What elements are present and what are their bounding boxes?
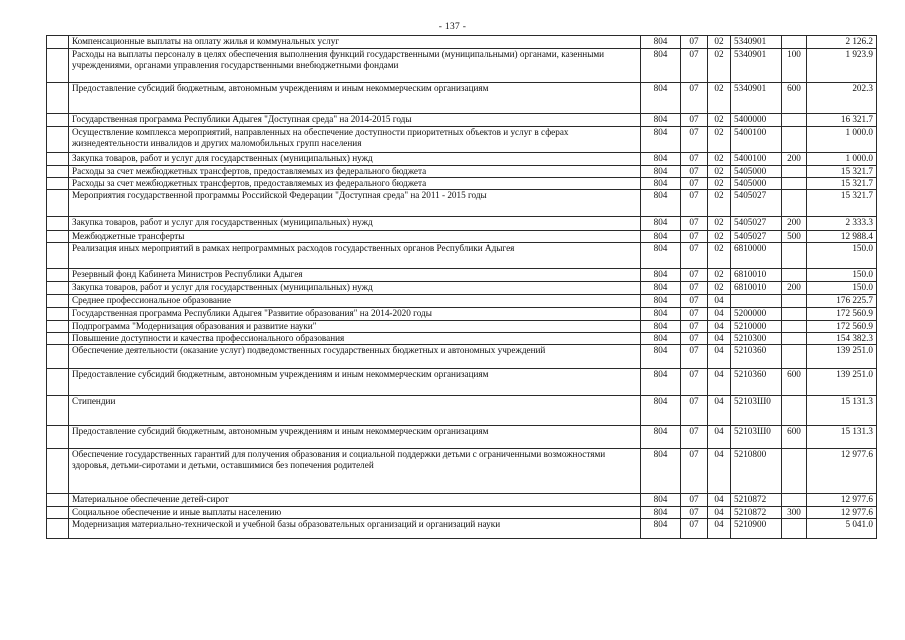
- table-row: [47, 519, 877, 539]
- cell-pr: 02: [708, 49, 731, 83]
- row-marker: [47, 396, 69, 426]
- cell-name: Расходы за счет межбюджетных трансфертов, предоставляемых из федерального бюджета: [69, 166, 641, 178]
- row-marker: [47, 494, 69, 507]
- cell-amount: 139 251.0: [807, 369, 877, 396]
- cell-amount: 154 382.3: [807, 333, 877, 345]
- table-row: [47, 449, 877, 494]
- cell-gr: 804: [641, 114, 681, 127]
- table-row: [47, 243, 877, 269]
- cell-pr: 02: [708, 178, 731, 190]
- cell-csr: 5405000: [731, 166, 782, 178]
- cell-gr: 804: [641, 243, 681, 269]
- cell-rz: 07: [681, 369, 708, 396]
- row-marker: [47, 369, 69, 396]
- cell-name: Закупка товаров, работ и услуг для государственных (муниципальных) нужд: [69, 217, 641, 231]
- cell-rz: 07: [681, 269, 708, 282]
- table-row: [47, 231, 877, 243]
- cell-gr: 804: [641, 507, 681, 519]
- cell-amount: 15 321.7: [807, 190, 877, 217]
- cell-pr: 02: [708, 83, 731, 114]
- cell-pr: 04: [708, 345, 731, 369]
- cell-rz: 07: [681, 321, 708, 333]
- table-body: [47, 36, 877, 539]
- cell-name: Модернизация материально-технической и учебной базы образовательных организаций и организаций науки: [69, 519, 641, 539]
- table-row: [47, 217, 877, 231]
- cell-gr: 804: [641, 217, 681, 231]
- cell-vr: [782, 269, 807, 282]
- table-row: [47, 333, 877, 345]
- budget-table: [46, 35, 877, 539]
- cell-csr: 5405027: [731, 217, 782, 231]
- cell-gr: 804: [641, 49, 681, 83]
- row-marker: [47, 217, 69, 231]
- cell-rz: 07: [681, 127, 708, 153]
- cell-vr: 200: [782, 217, 807, 231]
- cell-rz: 07: [681, 494, 708, 507]
- cell-vr: 200: [782, 282, 807, 295]
- cell-csr: 5200000: [731, 308, 782, 321]
- table-row: [47, 494, 877, 507]
- cell-amount: 12 988.4: [807, 231, 877, 243]
- table-row: [47, 83, 877, 114]
- cell-csr: 5340901: [731, 36, 782, 49]
- cell-gr: 804: [641, 426, 681, 449]
- cell-gr: 804: [641, 178, 681, 190]
- row-marker: [47, 243, 69, 269]
- row-marker: [47, 345, 69, 369]
- cell-amount: 139 251.0: [807, 345, 877, 369]
- table-row: [47, 269, 877, 282]
- cell-rz: 07: [681, 83, 708, 114]
- cell-amount: 176 225.7: [807, 295, 877, 308]
- cell-vr: [782, 345, 807, 369]
- cell-pr: 02: [708, 231, 731, 243]
- table-row: [47, 282, 877, 295]
- cell-name: Обеспечение деятельности (оказание услуг) подведомственных государственных бюджетных и автономных учреждений: [69, 345, 641, 369]
- cell-vr: [782, 396, 807, 426]
- cell-vr: 600: [782, 83, 807, 114]
- cell-csr: 5210360: [731, 345, 782, 369]
- cell-name: Стипендии: [69, 396, 641, 426]
- cell-amount: 150.0: [807, 282, 877, 295]
- cell-vr: [782, 190, 807, 217]
- cell-gr: 804: [641, 295, 681, 308]
- cell-name: Закупка товаров, работ и услуг для государственных (муниципальных) нужд: [69, 282, 641, 295]
- cell-rz: 07: [681, 217, 708, 231]
- cell-amount: 12 977.6: [807, 449, 877, 494]
- table-row: [47, 36, 877, 49]
- cell-name: Резервный фонд Кабинета Министров Республики Адыгея: [69, 269, 641, 282]
- cell-gr: 804: [641, 449, 681, 494]
- cell-vr: [782, 114, 807, 127]
- cell-rz: 07: [681, 166, 708, 178]
- cell-name: Материальное обеспечение детей-сирот: [69, 494, 641, 507]
- cell-name: Среднее профессиональное образование: [69, 295, 641, 308]
- cell-csr: 5400100: [731, 127, 782, 153]
- row-marker: [47, 83, 69, 114]
- cell-csr: 5405027: [731, 190, 782, 217]
- cell-gr: 804: [641, 308, 681, 321]
- cell-vr: 600: [782, 369, 807, 396]
- cell-gr: 804: [641, 166, 681, 178]
- cell-name: Мероприятия государственной программы Российской Федерации "Доступная среда" на 2011 - 2015 годы: [69, 190, 641, 217]
- cell-csr: [731, 295, 782, 308]
- cell-vr: [782, 127, 807, 153]
- cell-gr: 804: [641, 519, 681, 539]
- cell-pr: 04: [708, 295, 731, 308]
- cell-csr: 5210900: [731, 519, 782, 539]
- cell-pr: 02: [708, 153, 731, 166]
- cell-csr: 5210360: [731, 369, 782, 396]
- cell-vr: [782, 333, 807, 345]
- cell-name: Закупка товаров, работ и услуг для государственных (муниципальных) нужд: [69, 153, 641, 166]
- cell-csr: 5400100: [731, 153, 782, 166]
- row-marker: [47, 449, 69, 494]
- cell-gr: 804: [641, 190, 681, 217]
- cell-rz: 07: [681, 231, 708, 243]
- cell-rz: 07: [681, 426, 708, 449]
- cell-pr: 02: [708, 243, 731, 269]
- cell-csr: 5210300: [731, 333, 782, 345]
- table-row: [47, 295, 877, 308]
- cell-gr: 804: [641, 282, 681, 295]
- table-row: [47, 369, 877, 396]
- cell-amount: 2 333.3: [807, 217, 877, 231]
- cell-rz: 07: [681, 153, 708, 166]
- cell-vr: [782, 166, 807, 178]
- cell-pr: 04: [708, 308, 731, 321]
- cell-gr: 804: [641, 36, 681, 49]
- row-marker: [47, 153, 69, 166]
- row-marker: [47, 269, 69, 282]
- cell-csr: 5210000: [731, 321, 782, 333]
- cell-amount: 12 977.6: [807, 494, 877, 507]
- cell-gr: 804: [641, 127, 681, 153]
- cell-name: Повышение доступности и качества профессионального образования: [69, 333, 641, 345]
- row-marker: [47, 166, 69, 178]
- cell-rz: 07: [681, 49, 708, 83]
- cell-csr: 5210800: [731, 449, 782, 494]
- cell-amount: 15 131.3: [807, 396, 877, 426]
- cell-csr: 5405000: [731, 178, 782, 190]
- cell-amount: 150.0: [807, 243, 877, 269]
- row-marker: [47, 519, 69, 539]
- cell-vr: 600: [782, 426, 807, 449]
- cell-vr: [782, 295, 807, 308]
- cell-name: Компенсационные выплаты на оплату жилья и коммунальных услуг: [69, 36, 641, 49]
- row-marker: [47, 507, 69, 519]
- cell-rz: 07: [681, 295, 708, 308]
- cell-amount: 15 131.3: [807, 426, 877, 449]
- cell-pr: 04: [708, 426, 731, 449]
- cell-amount: 5 041.0: [807, 519, 877, 539]
- cell-vr: [782, 308, 807, 321]
- cell-name: Предоставление субсидий бюджетным, автономным учреждениям и иным некоммерческим организациям: [69, 369, 641, 396]
- cell-pr: 04: [708, 494, 731, 507]
- cell-rz: 07: [681, 507, 708, 519]
- cell-gr: 804: [641, 321, 681, 333]
- table-row: [47, 190, 877, 217]
- cell-rz: 07: [681, 333, 708, 345]
- table-row: [47, 114, 877, 127]
- cell-csr: 6810010: [731, 269, 782, 282]
- cell-amount: 172 560.9: [807, 321, 877, 333]
- table-row: [47, 178, 877, 190]
- cell-csr: 5400000: [731, 114, 782, 127]
- cell-rz: 07: [681, 36, 708, 49]
- cell-pr: 02: [708, 36, 731, 49]
- cell-name: Межбюджетные трансферты: [69, 231, 641, 243]
- row-marker: [47, 49, 69, 83]
- cell-gr: 804: [641, 333, 681, 345]
- cell-amount: 15 321.7: [807, 166, 877, 178]
- table-row: [47, 426, 877, 449]
- cell-csr: 5210872: [731, 507, 782, 519]
- cell-vr: 200: [782, 153, 807, 166]
- cell-rz: 07: [681, 243, 708, 269]
- row-marker: [47, 190, 69, 217]
- cell-csr: 5340901: [731, 83, 782, 114]
- cell-pr: 02: [708, 127, 731, 153]
- cell-vr: [782, 36, 807, 49]
- cell-name: Государственная программа Республики Адыгея "Доступная среда" на 2014-2015 годы: [69, 114, 641, 127]
- cell-amount: 1 000.0: [807, 153, 877, 166]
- cell-vr: [782, 494, 807, 507]
- row-marker: [47, 178, 69, 190]
- cell-gr: 804: [641, 494, 681, 507]
- cell-amount: 150.0: [807, 269, 877, 282]
- cell-rz: 07: [681, 282, 708, 295]
- row-marker: [47, 114, 69, 127]
- cell-name: Расходы за счет межбюджетных трансфертов, предоставляемых из федерального бюджета: [69, 178, 641, 190]
- page-number: - 137 -: [438, 22, 467, 32]
- cell-amount: 15 321.7: [807, 178, 877, 190]
- cell-name: Обеспечение государственных гарантий для получения образования и социальной поддержки детьми с ограниченными возможностями здоровья, детьми-сиротами и детьми, оставшимися без попечения родителей: [69, 449, 641, 494]
- table-row: [47, 166, 877, 178]
- cell-pr: 02: [708, 166, 731, 178]
- cell-name: Подпрограмма "Модернизация образования и развитие науки": [69, 321, 641, 333]
- cell-amount: 202.3: [807, 83, 877, 114]
- row-marker: [47, 426, 69, 449]
- cell-rz: 07: [681, 396, 708, 426]
- row-marker: [47, 127, 69, 153]
- cell-name: Реализация иных мероприятий в рамках непрограммных расходов государственных органов Республики Адыгея: [69, 243, 641, 269]
- table-row: [47, 396, 877, 426]
- cell-amount: 2 126.2: [807, 36, 877, 49]
- table-row: [47, 153, 877, 166]
- row-marker: [47, 321, 69, 333]
- cell-pr: 02: [708, 190, 731, 217]
- cell-vr: 100: [782, 49, 807, 83]
- cell-rz: 07: [681, 114, 708, 127]
- cell-pr: 02: [708, 217, 731, 231]
- row-marker: [47, 36, 69, 49]
- cell-gr: 804: [641, 83, 681, 114]
- cell-amount: 1 000.0: [807, 127, 877, 153]
- cell-pr: 04: [708, 519, 731, 539]
- cell-csr: 5210872: [731, 494, 782, 507]
- row-marker: [47, 282, 69, 295]
- cell-gr: 804: [641, 269, 681, 282]
- cell-pr: 04: [708, 333, 731, 345]
- cell-gr: 804: [641, 153, 681, 166]
- cell-rz: 07: [681, 308, 708, 321]
- cell-pr: 02: [708, 269, 731, 282]
- cell-name: Предоставление субсидий бюджетным, автономным учреждениям и иным некоммерческим организациям: [69, 426, 641, 449]
- cell-pr: 04: [708, 449, 731, 494]
- cell-amount: 16 321.7: [807, 114, 877, 127]
- cell-name: Расходы на выплаты персоналу в целях обеспечения выполнения функций государственными (муниципальными) органами, казенными учреждениями, органами управления государственными внебюджетными фондами: [69, 49, 641, 83]
- cell-vr: 500: [782, 231, 807, 243]
- cell-rz: 07: [681, 449, 708, 494]
- cell-pr: 02: [708, 114, 731, 127]
- cell-csr: 5340901: [731, 49, 782, 83]
- cell-csr: 6810010: [731, 282, 782, 295]
- cell-amount: 172 560.9: [807, 308, 877, 321]
- cell-csr: 52103Ш0: [731, 396, 782, 426]
- cell-vr: [782, 321, 807, 333]
- cell-vr: 300: [782, 507, 807, 519]
- cell-pr: 04: [708, 369, 731, 396]
- table-row: [47, 345, 877, 369]
- cell-rz: 07: [681, 519, 708, 539]
- cell-vr: [782, 519, 807, 539]
- cell-csr: 6810000: [731, 243, 782, 269]
- cell-gr: 804: [641, 345, 681, 369]
- row-marker: [47, 295, 69, 308]
- cell-rz: 07: [681, 178, 708, 190]
- table-row: [47, 321, 877, 333]
- cell-pr: 04: [708, 321, 731, 333]
- row-marker: [47, 231, 69, 243]
- cell-amount: 1 923.9: [807, 49, 877, 83]
- row-marker: [47, 333, 69, 345]
- cell-gr: 804: [641, 369, 681, 396]
- cell-rz: 07: [681, 190, 708, 217]
- table-row: [47, 127, 877, 153]
- cell-gr: 804: [641, 396, 681, 426]
- cell-name: Государственная программа Республики Адыгея "Развитие образования" на 2014-2020 годы: [69, 308, 641, 321]
- cell-pr: 04: [708, 396, 731, 426]
- cell-csr: 52103Ш0: [731, 426, 782, 449]
- cell-name: Социальное обеспечение и иные выплаты населению: [69, 507, 641, 519]
- cell-vr: [782, 449, 807, 494]
- cell-pr: 02: [708, 282, 731, 295]
- cell-gr: 804: [641, 231, 681, 243]
- cell-amount: 12 977.6: [807, 507, 877, 519]
- cell-vr: [782, 243, 807, 269]
- table-row: [47, 308, 877, 321]
- cell-vr: [782, 178, 807, 190]
- cell-name: Предоставление субсидий бюджетным, автономным учреждениям и иным некоммерческим организациям: [69, 83, 641, 114]
- table-row: [47, 49, 877, 83]
- cell-rz: 07: [681, 345, 708, 369]
- table-row: [47, 507, 877, 519]
- row-marker: [47, 308, 69, 321]
- cell-csr: 5405027: [731, 231, 782, 243]
- cell-pr: 04: [708, 507, 731, 519]
- cell-name: Осуществление комплекса мероприятий, направленных на обеспечение доступности приоритетных объектов и услуг в сферах жизнедеятельности инвалидов и других маломобильных групп населения: [69, 127, 641, 153]
